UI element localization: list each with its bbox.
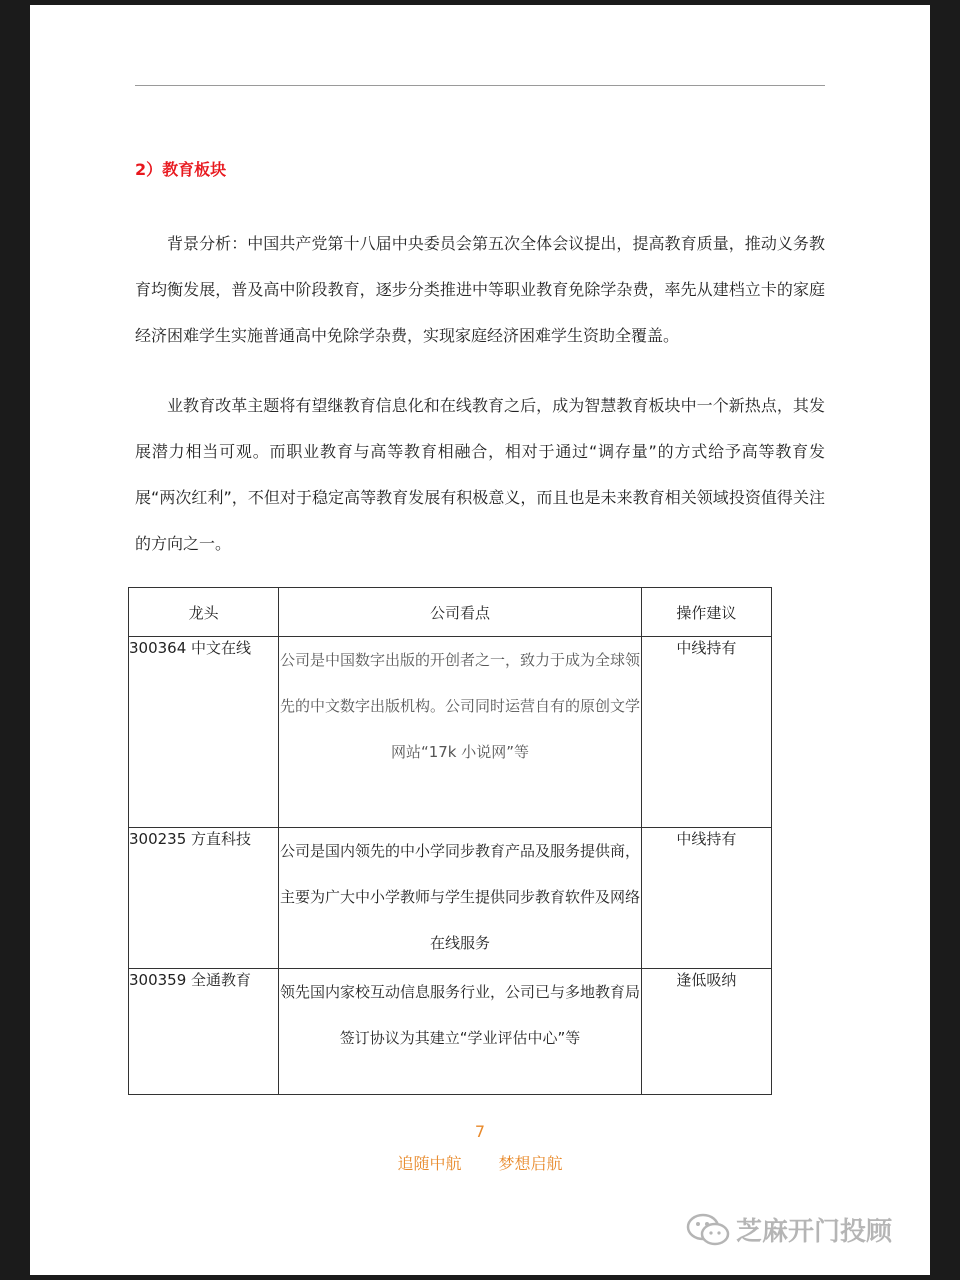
header-leader: 龙头	[129, 588, 279, 637]
table-row	[129, 637, 772, 828]
analysis-paragraph: 业教育改革主题将有望继教育信息化和在线教育之后，成为智慧教育板块中一个新热点，其发展潜力相当可观。而职业教育与高等教育相融合，相对于通过“调存量”的方式给予高等教育发展“两次红利”，不但对于稳定高等教育发展有积极意义，而且也是未来教育相关领域投资值得关注的方向之一。	[135, 396, 825, 553]
leader-cell: 300235 方直科技	[129, 828, 279, 969]
advice-cell: 中线持有	[641, 637, 771, 828]
leader-cell: 300364 中文在线	[129, 637, 279, 828]
watermark	[686, 1211, 892, 1248]
footer-slogan: 追随中航 梦想启航	[397, 1154, 563, 1173]
stock-table	[128, 587, 772, 1095]
table-header-row	[129, 588, 772, 637]
header-rule	[135, 85, 825, 86]
view-cell: 公司是国内领先的中小学同步教育产品及服务提供商，主要为广大中小学教师与学生提供同步教育软件及网络在线服务	[279, 828, 642, 969]
header-view: 公司看点	[279, 588, 642, 637]
document-page	[30, 5, 930, 1275]
section-heading: 2）教育板块	[135, 160, 227, 179]
wechat-icon	[686, 1212, 730, 1248]
view-cell: 公司是中国数字出版的开创者之一，致力于成为全球领先的中文数字出版机构。公司同时运营自有的原创文学网站“17k 小说网”等	[279, 637, 642, 828]
watermark-text: 芝麻开门投顾	[735, 1217, 892, 1247]
table-row	[129, 969, 772, 1095]
page-number: 7	[474, 1122, 486, 1141]
advice-cell: 中线持有	[641, 828, 771, 969]
background-paragraph: 背景分析：中国共产党第十八届中央委员会第五次全体会议提出，提高教育质量，推动义务教育均衡发展，普及高中阶段教育，逐步分类推进中等职业教育免除学杂费，率先从建档立卡的家庭经济困难学生实施普通高中免除学杂费，实现家庭经济困难学生资助全覆盖。	[135, 234, 825, 345]
leader-cell: 300359 全通教育	[129, 969, 279, 1095]
advice-cell: 逢低吸纳	[641, 969, 771, 1095]
table-row	[129, 828, 772, 969]
view-cell: 领先国内家校互动信息服务行业，公司已与多地教育局签订协议为其建立“学业评估中心”等	[279, 969, 642, 1095]
header-advice: 操作建议	[641, 588, 771, 637]
